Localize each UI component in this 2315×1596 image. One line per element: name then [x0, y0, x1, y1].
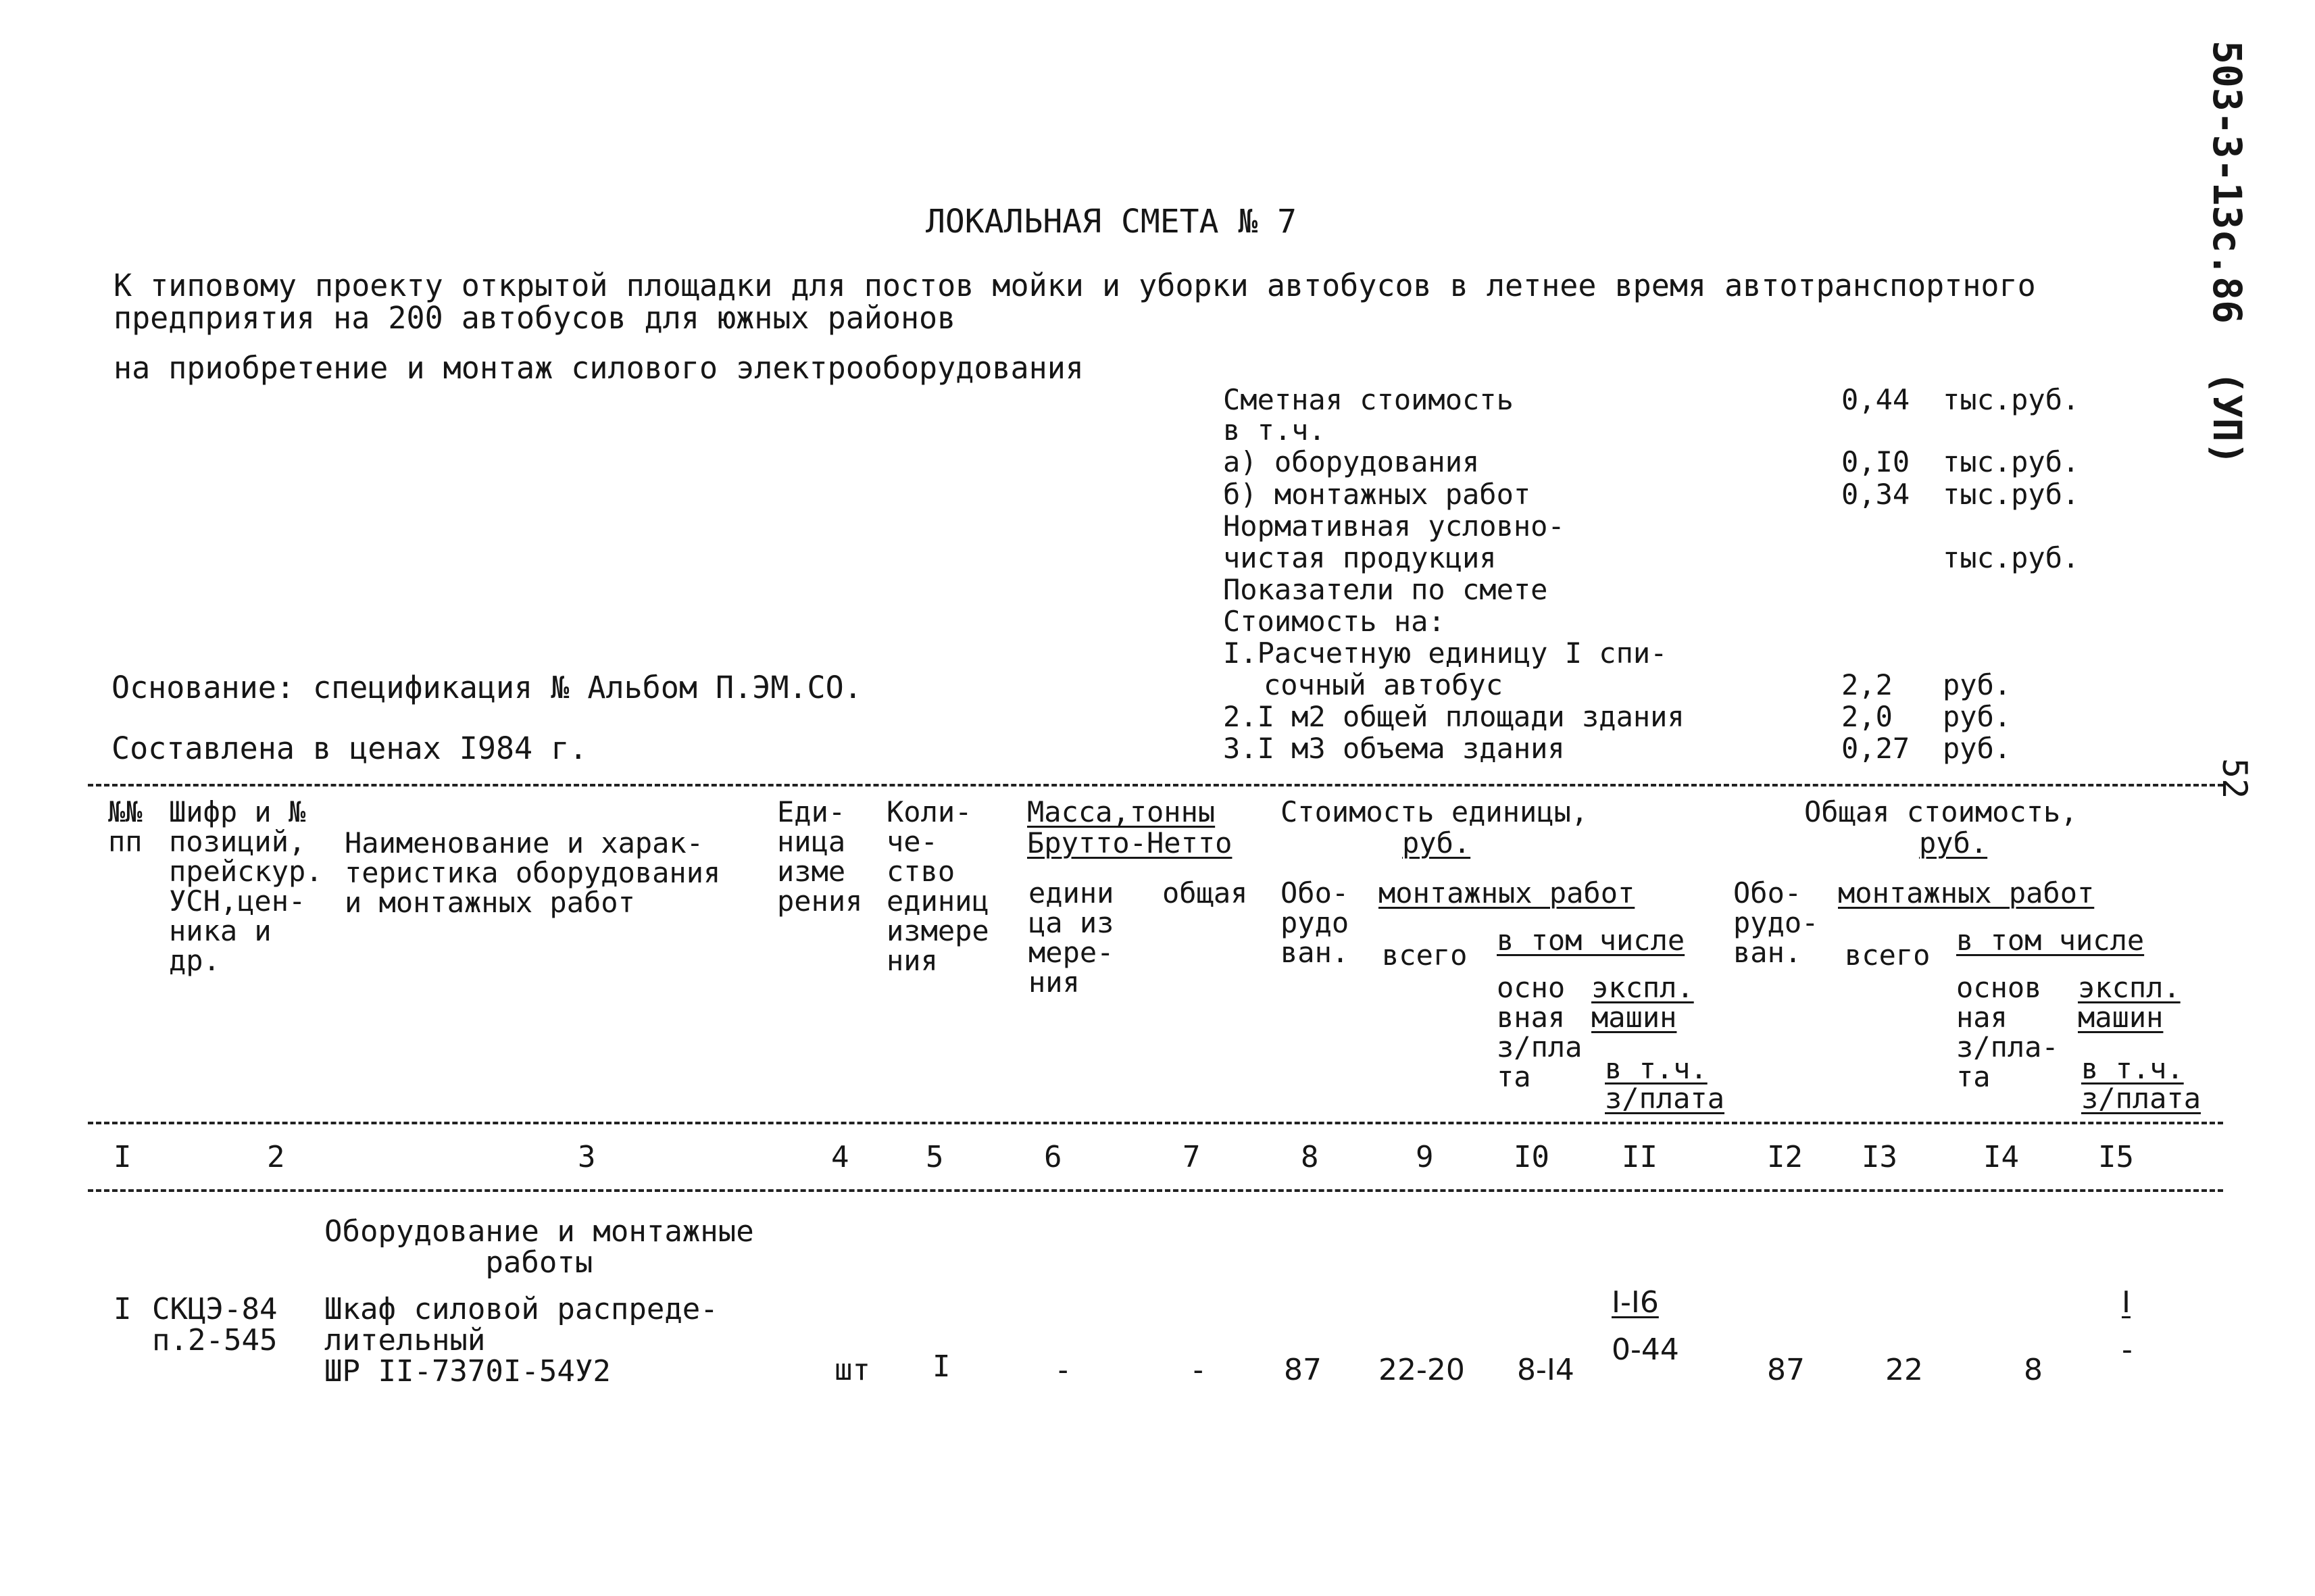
- col-num-9: 9: [1416, 1140, 1434, 1174]
- ind3-value: 0,27: [1841, 732, 1910, 765]
- ind1-value: 2,2: [1841, 668, 1893, 701]
- page-title: ЛОКАЛЬНАЯ СМЕТА № 7: [926, 203, 1297, 241]
- header-total-cost: Общая стоимость,: [1804, 795, 2078, 828]
- row-equip: 87: [1284, 1353, 1322, 1387]
- header-equip: Обо- рудо ван.: [1280, 876, 1349, 969]
- col-num-1: I: [114, 1140, 132, 1174]
- intro-line-2: предприятия на 200 автобусов для южных районов: [114, 300, 956, 336]
- header-bottom-rule: [88, 1122, 2223, 1124]
- header-mount-total: всего: [1382, 939, 1468, 972]
- header-total-machines-sub: в т.ч. з/плата: [2081, 1052, 2201, 1115]
- header-total-cost-rub: руб.: [1919, 826, 1988, 859]
- cost-label: Сметная стоимость: [1223, 383, 1514, 416]
- header-incl-2: в том числе: [1956, 924, 2145, 957]
- row-code: СКЦЭ-84 п.2-545: [152, 1292, 278, 1357]
- header-mount-work: монтажных работ: [1378, 876, 1635, 909]
- section-title: Оборудование и монтажные работы: [324, 1214, 754, 1280]
- row-name: Шкаф силовой распреде- лительный ШР II-7370I-54У2: [324, 1292, 718, 1389]
- row-total-machines-top: I: [2122, 1285, 2131, 1320]
- col-num-7: 7: [1183, 1140, 1201, 1174]
- row-mount-total: 22-20: [1378, 1353, 1465, 1387]
- header-total-mount: всего: [1845, 939, 1931, 972]
- ind1-line2: сочный автобус: [1264, 668, 1503, 701]
- cost-value: 0,44: [1841, 383, 1910, 416]
- page-number: 52: [2215, 758, 2254, 799]
- net-unit: тыс.руб.: [1943, 541, 2080, 574]
- col-num-6: 6: [1044, 1140, 1062, 1174]
- header-unit: Еди- ница изме рения: [777, 795, 863, 918]
- header-incl: в том числе: [1497, 924, 1685, 957]
- header-num: №№ пп: [108, 795, 143, 858]
- header-total-wage: основ ная з/пла- та: [1956, 971, 2059, 1093]
- ind2-label: 2.I м2 общей площади здания: [1223, 700, 1685, 733]
- col-num-11: II: [1622, 1140, 1658, 1174]
- net-label-1: Нормативная условно-: [1223, 509, 1565, 543]
- col-num-13: I3: [1862, 1140, 1897, 1174]
- cost-unit: тыс.руб.: [1943, 383, 2080, 416]
- col-num-5: 5: [926, 1140, 944, 1174]
- header-name: Наименование и харак- теристика оборудования и монтажных работ: [345, 826, 721, 919]
- header-total-equip: Обо- рудо- ван.: [1733, 876, 1819, 969]
- ind2-unit: руб.: [1943, 700, 2012, 733]
- row-wage: 8-I4: [1517, 1353, 1574, 1387]
- header-qty: Коли- че- ство единиц измере ния: [887, 795, 989, 977]
- prices-text: Составлена в ценах I984 г.: [111, 730, 588, 766]
- indicators-label: Показатели по смете: [1223, 573, 1548, 606]
- row-mass-unit: -: [1054, 1353, 1072, 1387]
- row-qty: I: [932, 1349, 951, 1384]
- equip-value: 0,I0: [1841, 445, 1910, 478]
- row-num: I: [114, 1292, 132, 1326]
- header-unit-cost-rub: руб.: [1402, 826, 1471, 859]
- col-num-12: I2: [1767, 1140, 1803, 1174]
- col-num-4: 4: [831, 1140, 849, 1174]
- row-machines-bottom: 0-44: [1612, 1332, 1679, 1367]
- header-mount-work-2: монтажных работ: [1838, 876, 2095, 909]
- col-num-3: 3: [578, 1140, 596, 1174]
- row-machines-top: I-I6: [1612, 1285, 1659, 1320]
- mount-value: 0,34: [1841, 478, 1910, 511]
- ind2-value: 2,0: [1841, 700, 1893, 733]
- side-code-text: 503-3-13с.86 (УП): [2204, 41, 2250, 466]
- intro-line-1: К типовому проекту открытой площадки для постов мойки и уборки автобусов в летнее время автотранспортного: [114, 268, 2036, 303]
- side-code: [2183, 41, 2264, 554]
- header-code: Шифр и № позиций, прейскур. УСН,цен- ника и др.: [169, 795, 323, 977]
- header-mass-unit: едини ца из мере- ния: [1028, 876, 1114, 999]
- col-num-8: 8: [1301, 1140, 1319, 1174]
- row-total-wage: 8: [2024, 1353, 2043, 1387]
- header-machines-sub: в т.ч. з/плата: [1605, 1052, 1725, 1115]
- table-top-rule: [88, 784, 2223, 787]
- row-total-machines-bottom: -: [2122, 1332, 2133, 1367]
- cost-on-label: Стоимость на:: [1223, 605, 1445, 638]
- ind3-label: 3.I м3 объема здания: [1223, 732, 1565, 765]
- mount-label: б) монтажных работ: [1223, 478, 1531, 511]
- numbers-bottom-rule: [88, 1189, 2223, 1192]
- row-total-equip: 87: [1767, 1353, 1805, 1387]
- header-mass-sub: Брутто-Нетто: [1027, 826, 1233, 859]
- header-mass-total: общая: [1162, 876, 1248, 909]
- basis-text: Основание: спецификация № Альбом П.ЭМ.СО.: [111, 670, 862, 705]
- header-mass: Масса,тонны: [1027, 795, 1216, 828]
- equip-unit: тыс.руб.: [1943, 445, 2080, 478]
- col-num-10: I0: [1514, 1140, 1549, 1174]
- row-mass-total: -: [1189, 1353, 1208, 1387]
- equip-label: а) оборудования: [1223, 445, 1480, 478]
- col-num-14: I4: [1983, 1140, 2019, 1174]
- mount-unit: тыс.руб.: [1943, 478, 2080, 511]
- header-unit-cost: Стоимость единицы,: [1280, 795, 1589, 828]
- header-machines: экспл. машин: [1591, 971, 1694, 1034]
- row-unit: шт: [835, 1353, 870, 1387]
- header-wage: осно вная з/пла та: [1497, 971, 1583, 1093]
- row-total-mount: 22: [1885, 1353, 1923, 1387]
- col-num-2: 2: [267, 1140, 285, 1174]
- intro-line-3: на приобретение и монтаж силового электрооборудования: [114, 350, 1084, 386]
- ind1-unit: руб.: [1943, 668, 2012, 701]
- net-label-2: чистая продукция: [1223, 541, 1497, 574]
- incl-label: в т.ч.: [1223, 414, 1326, 447]
- header-total-machines: экспл. машин: [2078, 971, 2181, 1034]
- ind1-line1: I.Расчетную единицу I спи-: [1223, 637, 1668, 670]
- col-num-15: I5: [2098, 1140, 2134, 1174]
- ind3-unit: руб.: [1943, 732, 2012, 765]
